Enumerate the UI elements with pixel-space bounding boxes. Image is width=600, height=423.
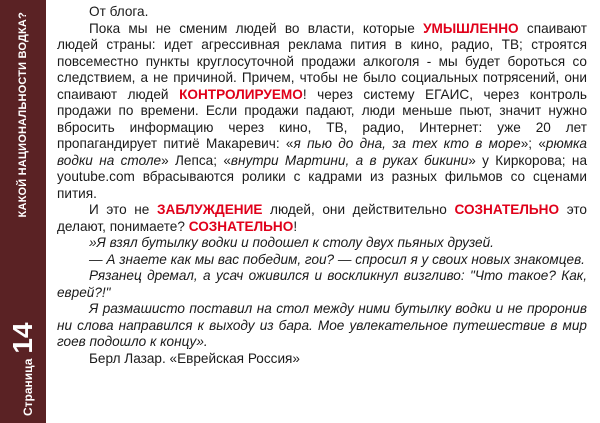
highlight-word: УМЫШЛЕННО	[423, 20, 519, 36]
highlight-word: СОЗНАТЕЛЬНО	[188, 218, 294, 234]
text-segment: людей, они действительно	[262, 202, 455, 217]
page-word: Страница	[21, 358, 35, 416]
highlight-word: ЗАБЛУЖДЕНИЕ	[156, 202, 263, 217]
text-segment: И это не	[89, 202, 157, 217]
song-quote: рюмка водки на столе	[57, 136, 587, 168]
quote-source: Берл Лазар. «Еврейская Россия»	[89, 350, 300, 366]
highlight-word: КОНТРОЛИРУЕМО	[179, 86, 303, 102]
quote-line: Я размашисто поставил на стол между ними бутылку водки и не проронив ни слова направился к выходу из бара. Мое увлекательное путешествие в мир гоев подошло к концу».	[57, 301, 587, 349]
text-segment: Пока мы не сменим людей во власти, которые	[89, 20, 424, 36]
text-segment: » у Киркорова; на youtube.com вбрасываются ролики с кадрами из разных фильмов со сценами пития.	[57, 152, 587, 201]
paragraph-intro: От блога.	[89, 4, 149, 19]
text-segment: !	[293, 218, 298, 234]
song-quote: я пью до дна, за тех кто в море	[293, 136, 521, 151]
side-bar-text	[3, 6, 43, 416]
paragraph-main	[57, 21, 587, 203]
quote-line: — А знаете как мы вас победим, гои? — спросил я у своих новых знакомцев.	[89, 251, 585, 267]
highlight-word: СОЗНАТЕЛЬНО	[454, 202, 560, 217]
text-segment: » Лепса; «	[161, 152, 231, 168]
page-number: 14	[7, 322, 38, 354]
quote-line: Рязанец дремал, а усач оживился и воскликнул визгливо: "Что такое? Как, еврей?!"	[57, 268, 587, 300]
text-segment: ! через систему ЕГАИС, через контроль продажи по времени. Если продажи падают, люди меньше пьют, значит нужно вбросить информацию через кино, ТВ, радио, Интернет: уже 20 лет пропагандирует питиё Макаревич: «	[57, 86, 588, 151]
text-segment: спаивают людей страны: идет агрессивная реклама пития в кино, радио, ТВ; строятся повсеместно пункты круглосуточной продажи алкоголя - мы будет бороться со следствием, а не причиной. Причем, чтобы не было социальных потрясений, они спаивают людей	[57, 20, 587, 102]
page-number-block	[9, 322, 37, 416]
text-segment: »; «	[520, 136, 546, 151]
section-title: КАКОЙ НАЦИОНАЛЬНОСТИ ВОДКА?	[17, 12, 29, 218]
article-body	[57, 4, 587, 367]
paragraph-conclusion	[57, 202, 587, 235]
song-quote: внутри Мартини, а в руках бикини	[230, 152, 469, 168]
text-segment: это делают, понимаете?	[57, 202, 587, 234]
quote-line: »Я взял бутылку водки и подошел к столу двух пьяных друзей.	[89, 235, 494, 250]
side-bar	[0, 0, 46, 423]
